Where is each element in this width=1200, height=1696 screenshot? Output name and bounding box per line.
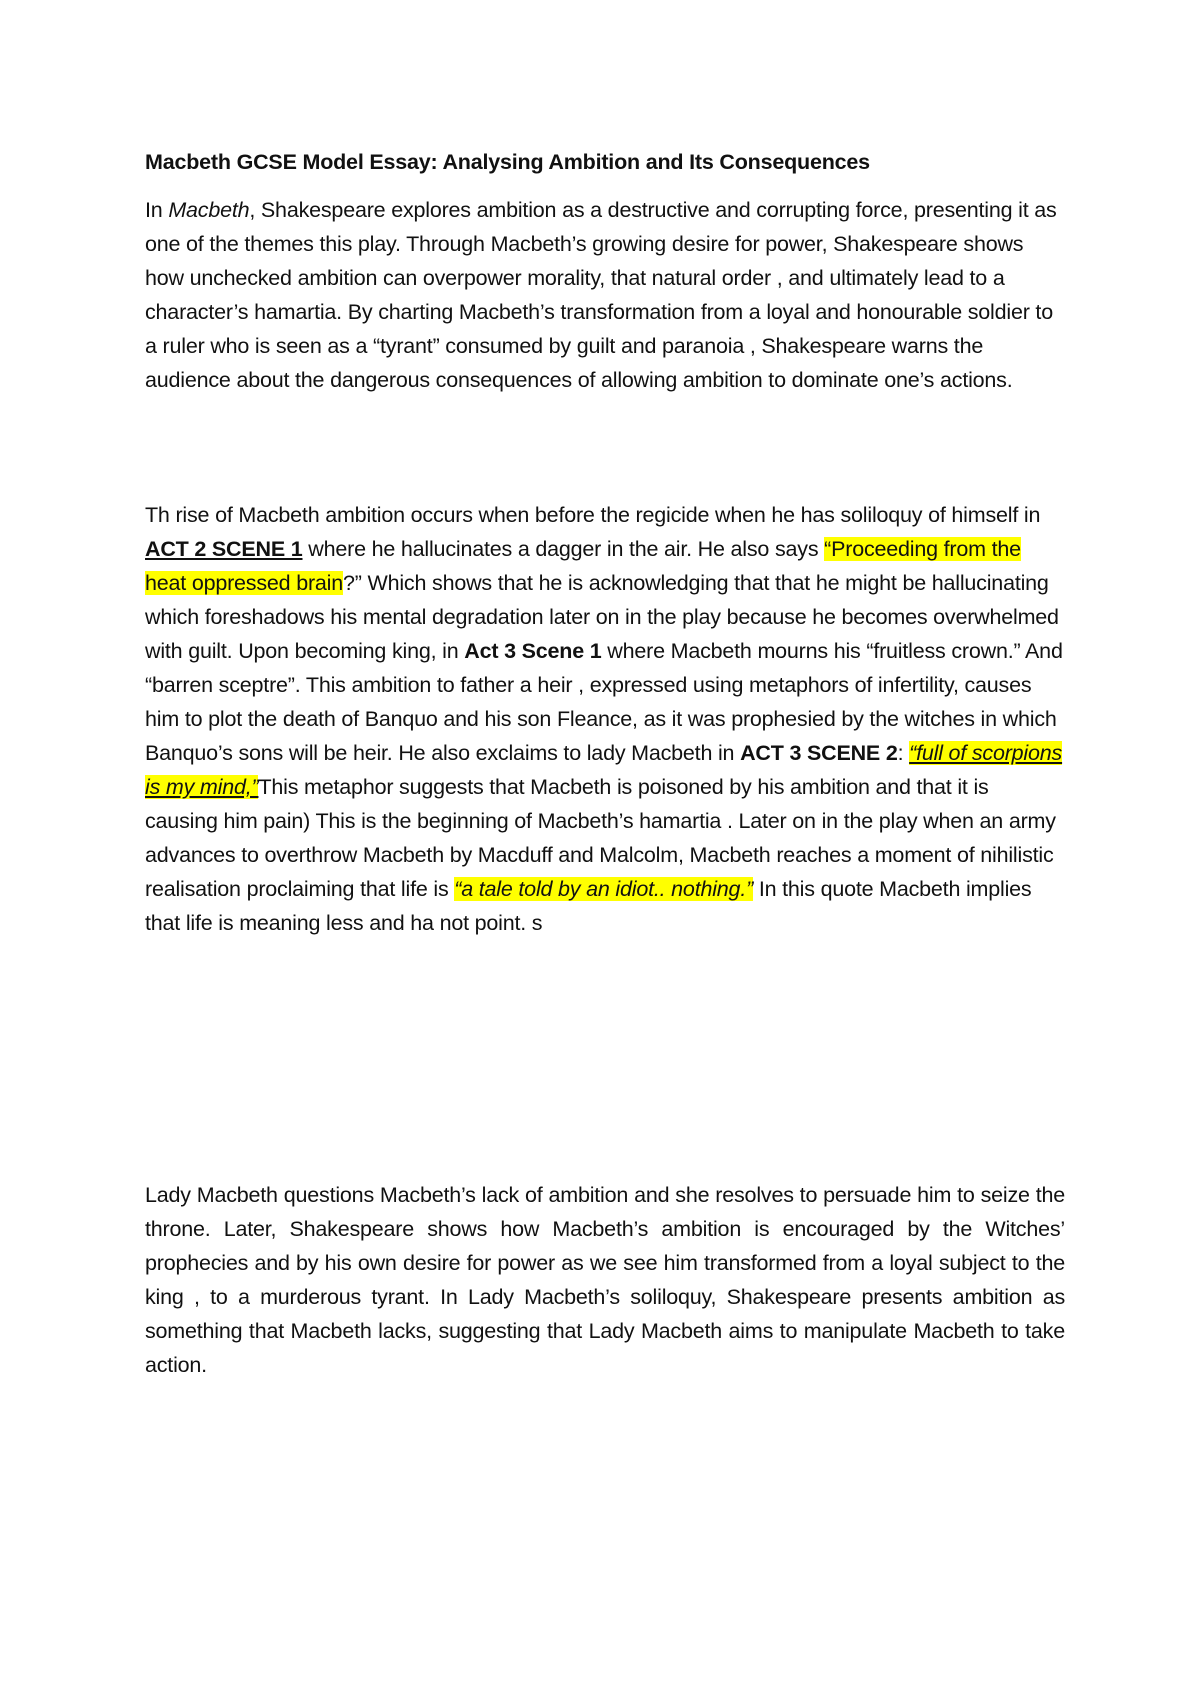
text-run: Lady Macbeth questions Macbeth’s lack of ambition and she resolves to persuade him to seize the throne. Later, Shakespeare shows how Macbeth’s ambition is encouraged by the Witches’ prophecies and by his own desire for power as we see him transformed from a loyal subject to the king , to a murderous tyrant. In Lady Macbeth’s soliloquy, Shakespeare presents ambition as something that Macbeth lacks, suggesting that Lady Macbeth aims to manipulate Macbeth to take action. xyxy=(145,1183,1065,1377)
text-run: Th rise of Macbeth ambition occurs when before the regicide when he has soliloquy of himself in xyxy=(145,503,1041,527)
highlighted-quote: “full of scorpions is my mind,” xyxy=(145,741,1063,799)
essay-paragraph-ambition xyxy=(145,498,1065,940)
text-run-italic: Macbeth xyxy=(168,198,250,222)
scene-reference: ACT 2 SCENE 1 xyxy=(145,537,303,561)
text-run: This metaphor suggests that Macbeth is poisoned by his ambition and that it is causing him pain) This is the beginning of Macbeth’s hamartia . Later on in the play when an army advances to overthrow Macbeth by Macduff and Malcolm, Macbeth reaches a moment of nihilistic realisation proclaiming that life is xyxy=(145,775,1056,901)
text-run: : xyxy=(897,741,910,765)
paragraph-text xyxy=(145,498,1065,940)
essay-title: Macbeth GCSE Model Essay: Analysing Ambition and Its Consequences xyxy=(145,150,870,174)
highlighted-quote: “a tale told by an idiot.. nothing.” xyxy=(454,877,754,901)
paragraph-text xyxy=(145,193,1065,397)
text-run: In this quote Macbeth implies that life is meaning less and ha not point. s xyxy=(145,877,1032,935)
highlighted-quote: “Proceeding from the heat oppressed brain xyxy=(145,537,1021,595)
text-run: where Macbeth mourns his “fruitless crown.” And “barren sceptre”. This ambition to father a heir , expressed using metaphors of infertility, causes him to plot the death of Banquo and his son Fleance, as it was prophesied by the witches in which Banquo’s sons will be heir. He also exclaims to lady Macbeth in xyxy=(145,639,1063,765)
essay-paragraph-intro xyxy=(145,193,1065,397)
text-run: , Shakespeare explores ambition as a destructive and corrupting force, presenting it as one of the themes this play. Through Macbeth’s growing desire for power, Shakespeare shows how unchecked ambition can overpower morality, that natural order , and ultimately lead to a character’s hamartia. By charting Macbeth’s transformation from a loyal and honourable soldier to a ruler who is seen as a “tyrant” consumed by guilt and paranoia , Shakespeare warns the audience about the dangerous consequences of allowing ambition to dominate one’s actions. xyxy=(145,198,1057,392)
text-run: where he hallucinates a dagger in the air. He also says xyxy=(302,537,825,561)
text-run: In xyxy=(145,198,169,222)
scene-reference: ACT 3 SCENE 2 xyxy=(740,741,898,765)
essay-paragraph-lady-macbeth xyxy=(145,1178,1065,1382)
paragraph-text xyxy=(145,1178,1065,1382)
text-run: ?” Which shows that he is acknowledging that that he might be hallucinating which foreshadows his mental degradation later on in the play because he becomes overwhelmed with guilt. Upon becoming king, in xyxy=(145,571,1059,663)
scene-reference: Act 3 Scene 1 xyxy=(464,639,602,663)
